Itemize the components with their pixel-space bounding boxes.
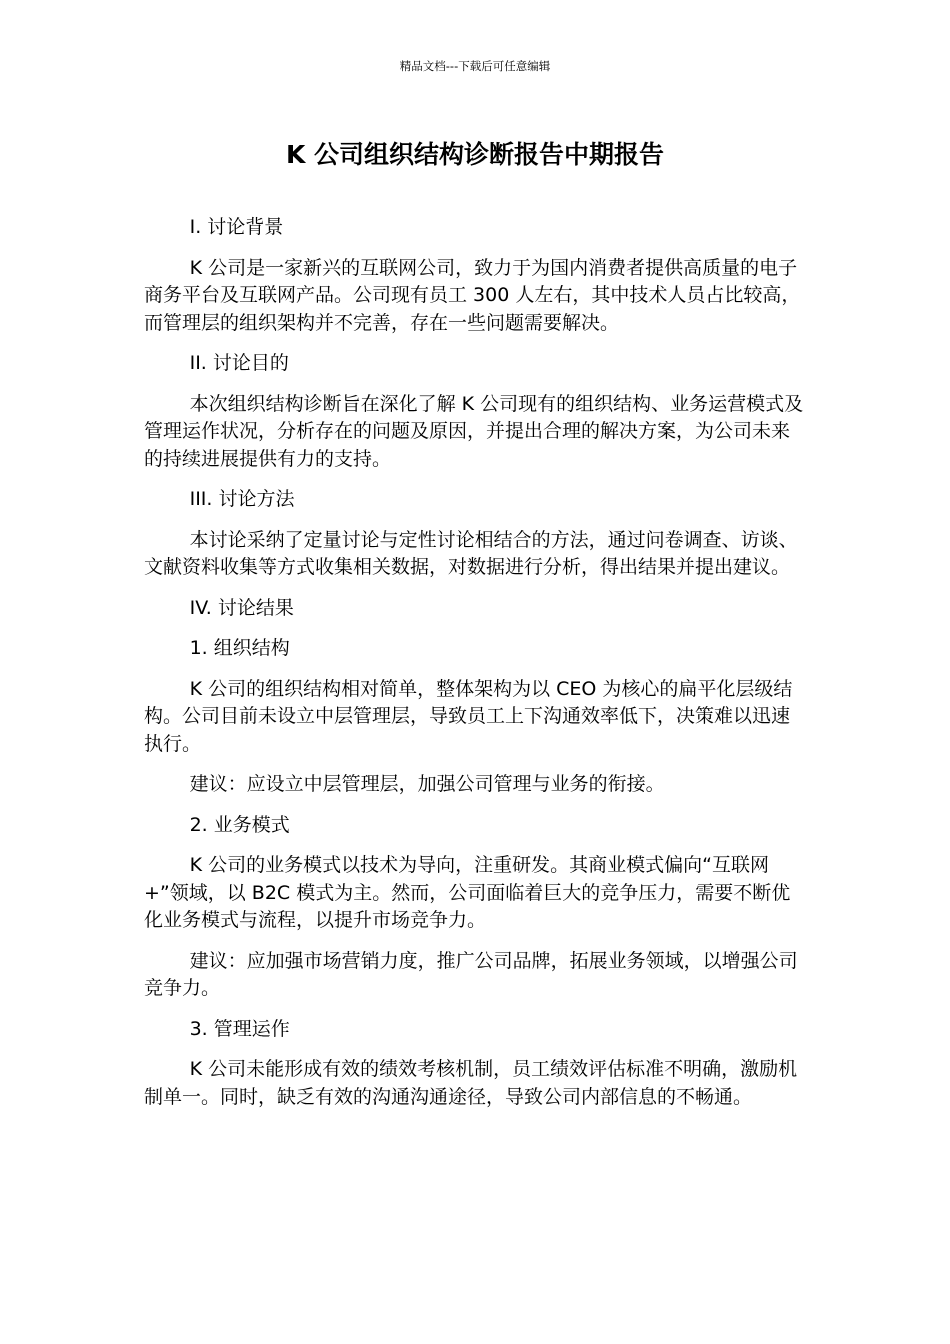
section-heading-background: I. 讨论背景: [189, 216, 284, 238]
section-heading-results: IV. 讨论结果: [189, 596, 294, 619]
subheading-business-model: 2. 业务模式: [189, 813, 290, 836]
subheading-org-structure: 1. 组织结构: [189, 637, 290, 659]
document-title: K 公司组织结构诊断报告中期报告: [285, 140, 665, 169]
section-heading-purpose: II. 讨论目的: [189, 352, 289, 374]
section-heading-method: III. 讨论方法: [189, 488, 295, 510]
paragraph-org-structure: K 公司的组织结构相对简单，整体架构为以 CEO 为核心的扁平化层级结构。公司目前未设立中层管理层，导致员工上下沟通效率低下，决策难以迅速执行。: [144, 677, 793, 755]
recommendation-org-structure: 建议：应设立中层管理层，加强公司管理与业务的衔接。: [189, 773, 665, 795]
recommendation-business-model: 建议：应加强市场营销力度，推广公司品牌，拓展业务领域，以增强公司竞争力。: [144, 949, 798, 999]
paragraph-management: K 公司未能形成有效的绩效考核机制，员工绩效评估标准不明确，激励机制单一。同时，缺乏有效的沟通沟通途径，导致公司内部信息的不畅通。: [144, 1058, 798, 1108]
header-note: 精品文档---下载后可任意编辑: [399, 59, 551, 73]
subheading-management: 3. 管理运作: [189, 1017, 290, 1040]
paragraph-background: K 公司是一家新兴的互联网公司，致力于为国内消费者提供高质量的电子商务平台及互联网产品。公司现有员工 300 人左右，其中技术人员占比较高，而管理层的组织架构并不完善，存在一些问题需要解决。: [144, 256, 801, 334]
paragraph-business-model: K 公司的业务模式以技术为导向，注重研发。其商业模式偏向“互联网+”领域，以 B2C 模式为主。然而，公司面临着巨大的竞争压力，需要不断优化业务模式与流程，以提升市场竞争力。: [144, 854, 791, 931]
paragraph-method: 本讨论采纳了定量讨论与定性讨论相结合的方法，通过问卷调查、访谈、文献资料收集等方式收集相关数据，对数据进行分析，得出结果并提出建议。: [144, 528, 798, 578]
paragraph-purpose: 本次组织结构诊断旨在深化了解 K 公司现有的组织结构、业务运营模式及管理运作状况，分析存在的问题及原因，并提出合理的解决方案，为公司未来的持续进展提供有力的支持。: [144, 392, 804, 470]
document-body: [144, 214, 806, 1124]
